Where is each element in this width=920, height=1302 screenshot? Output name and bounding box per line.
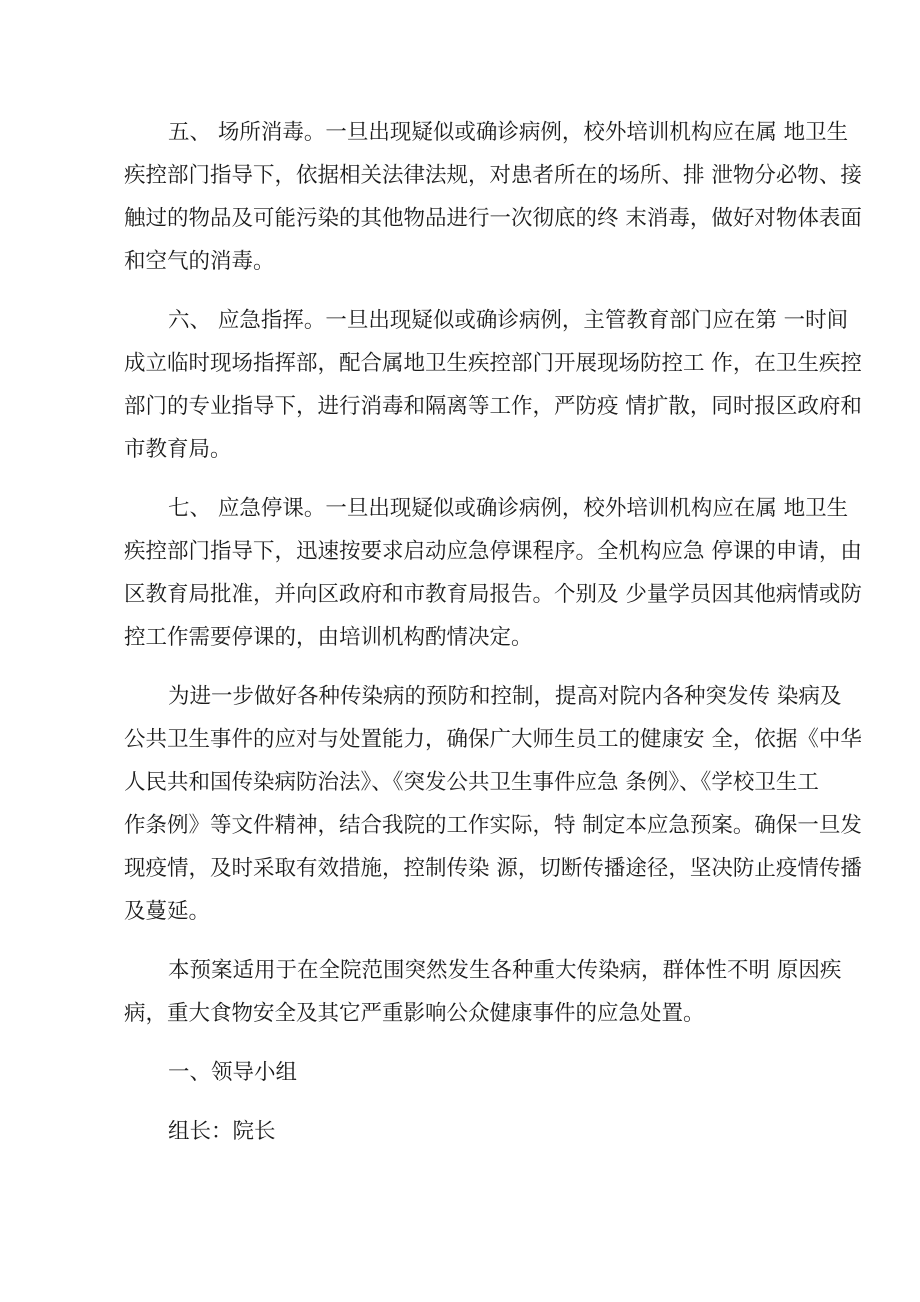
text-line: 市教育局。 — [124, 437, 232, 462]
text-line: 七、 应急停课。一旦出现疑似或确诊病例，校外培训机构应在属 地卫生 — [168, 496, 849, 521]
text-line: 疾控部门指导下，迅速按要求启动应急停课程序。全机构应急 停课的申请，由 — [124, 539, 862, 564]
text-line: 组长：院长 — [168, 1119, 276, 1144]
paragraph-purpose — [124, 675, 862, 933]
text-line: 公共卫生事件的应对与处置能力，确保广大师生员工的健康安 全，依据《中华 — [124, 727, 862, 752]
paragraph-venue-disinfection — [124, 111, 862, 283]
text-line: 和空气的消毒。 — [124, 249, 275, 274]
section-heading: 一、领导小组 — [168, 1060, 298, 1085]
text-line: 疾控部门指导下，依据相关法律法规，对患者所在的场所、排 泄物分必物、接 — [124, 163, 862, 188]
paragraph-group-leader — [124, 1110, 812, 1153]
text-line: 作条例》等文件精神，结合我院的工作实际，特 制定本应急预案。确保一旦发 — [124, 813, 862, 838]
text-line: 病，重大食物安全及其它严重影响公众健康事件的应急处置。 — [124, 1001, 705, 1026]
text-line: 控工作需要停课的，由培训机构酌情决定。 — [124, 625, 533, 650]
text-line: 及蔓延。 — [124, 899, 211, 924]
text-line: 六、 应急指挥。一旦出现疑似或确诊病例，主管教育部门应在第 一时间 — [168, 308, 849, 333]
text-line: 五、 场所消毒。一旦出现疑似或确诊病例，校外培训机构应在属 地卫生 — [168, 120, 849, 145]
text-line: 现疫情，及时采取有效措施，控制传染 源，切断传播途径，坚决防止疫情传播 — [124, 856, 862, 881]
text-line: 为进一步做好各种传染病的预防和控制，提高对院内各种突发传 染病及 — [168, 684, 842, 709]
text-line: 人民共和国传染病防治法》、《突发公共卫生事件应急 条例》、《学校卫生工 — [124, 770, 819, 795]
text-line: 成立临时现场指挥部，配合属地卫生疾控部门开展现场防控工 作，在卫生疾控 — [124, 351, 862, 376]
section-heading-leadership-group — [124, 1051, 812, 1094]
text-line: 部门的专业指导下，进行消毒和隔离等工作，严防疫 情扩散，同时报区政府和 — [124, 394, 862, 419]
text-line: 区教育局批准，并向区政府和市教育局报告。个别及 少量学员因其他病情或防 — [124, 582, 862, 607]
paragraph-scope — [124, 949, 842, 1035]
paragraph-class-suspension — [124, 487, 862, 659]
text-line: 触过的物品及可能污染的其他物品进行一次彻底的终 末消毒，做好对物体表面 — [124, 206, 862, 231]
document-body — [124, 111, 862, 1153]
text-line: 本预案适用于在全院范围突然发生各种重大传染病，群体性不明 原因疾 — [168, 958, 842, 983]
paragraph-emergency-command — [124, 299, 862, 471]
